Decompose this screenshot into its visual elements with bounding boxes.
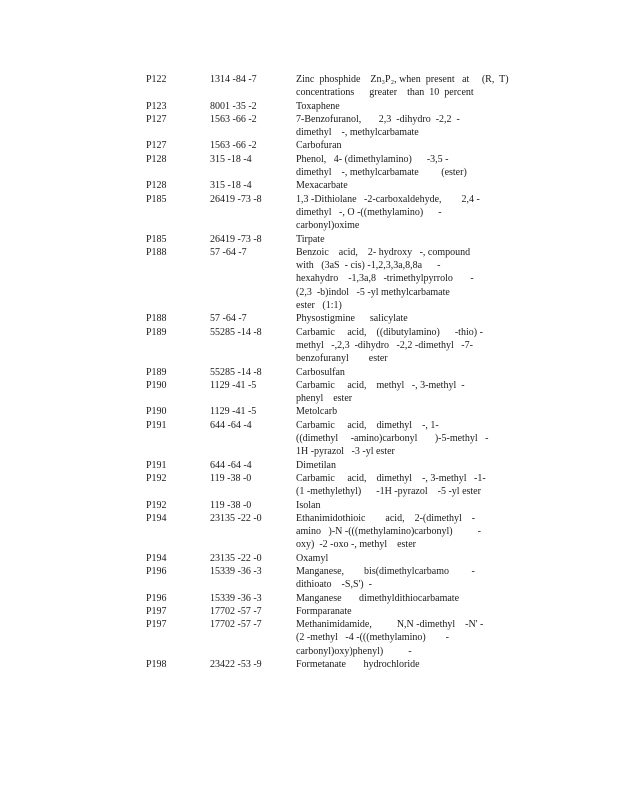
cas-number: 1129 -41 -5 (210, 406, 257, 418)
substance-name (296, 618, 526, 658)
cas-number: 315 -18 -4 (210, 153, 252, 165)
substance-name-line: amino )-N -(((methylamino)carbonyl) - (296, 526, 481, 538)
substance-name (296, 153, 526, 180)
hazardous-waste-code: P188 (146, 313, 167, 325)
substance-name-line: Tirpate (296, 233, 325, 245)
table-row (146, 179, 536, 192)
hazardous-waste-code: P127 (146, 113, 167, 125)
substance-name-line: with (3aS - cis) -1,2,3,3a,8,8a - (296, 260, 441, 272)
substance-name-line: Physostigmine salicylate (296, 313, 408, 325)
hazardous-waste-code: P128 (146, 153, 167, 165)
substance-name-line: phenyl ester (296, 393, 353, 405)
substance-name-line: Isolan (296, 499, 321, 511)
substance-name-line: ((dimethyl -amino)carbonyl )-5-methyl - (296, 433, 489, 445)
table-row (146, 472, 536, 499)
waste-code-table (146, 73, 536, 671)
table-row (146, 100, 536, 113)
hazardous-waste-code: P190 (146, 406, 167, 418)
cas-number: 1563 -66 -2 (210, 113, 257, 125)
hazardous-waste-code: P189 (146, 326, 167, 338)
substance-name-line: Formparanate (296, 605, 352, 617)
substance-name (296, 419, 526, 459)
hazardous-waste-code: P191 (146, 419, 167, 431)
table-row (146, 405, 536, 418)
hazardous-waste-code: P194 (146, 512, 167, 524)
substance-name (296, 565, 526, 592)
substance-name-line: Dimetilan (296, 459, 336, 471)
hazardous-waste-code: P189 (146, 366, 167, 378)
substance-name (296, 233, 526, 246)
hazardous-waste-code: P123 (146, 100, 167, 112)
cas-number: 8001 -35 -2 (210, 100, 257, 112)
substance-name (296, 658, 526, 671)
cas-number: 1314 -84 -7 (210, 74, 257, 85)
substance-name-line: (2 -methyl -4 -(((methylamino) - (296, 632, 450, 644)
substance-name-line: hexahydro -1,3a,8 -trimethylpyrrolo - (296, 273, 474, 285)
substance-name-line: Ethanimidothioic acid, 2-(dimethyl - (296, 512, 476, 524)
substance-name (296, 552, 526, 565)
substance-name (296, 366, 526, 379)
table-row (146, 605, 536, 618)
hazardous-waste-code: P190 (146, 379, 167, 391)
substance-name (296, 405, 526, 418)
cas-number: 15339 -36 -3 (210, 565, 262, 577)
substance-name-line: 1H -pyrazol -3 -yl ester (296, 446, 395, 458)
substance-name (296, 592, 526, 605)
substance-name-line: ester (1:1) (296, 300, 342, 312)
table-row (146, 552, 536, 565)
substance-name-line: Zinc phosphide Zn₃P₂, when present at (R, T) (296, 74, 509, 85)
substance-name (296, 246, 526, 312)
cas-number: 644 -64 -4 (210, 459, 252, 471)
cas-number: 26419 -73 -8 (210, 233, 262, 245)
hazardous-waste-code: P197 (146, 605, 167, 617)
substance-name (296, 499, 526, 512)
cas-number: 644 -64 -4 (210, 419, 252, 431)
substance-name-line: Manganese dimethyldithiocarbamate (296, 592, 460, 604)
hazardous-waste-code: P185 (146, 233, 167, 245)
table-row (146, 618, 536, 658)
table-row (146, 565, 536, 592)
substance-name-line: oxy) -2 -oxo -, methyl ester (296, 539, 416, 551)
hazardous-waste-code: P122 (146, 74, 167, 85)
substance-name-line: Phenol, 4- (dimethylamino) -3,5 - (296, 153, 449, 165)
substance-name-line: 1,3 -Dithiolane -2-carboxaldehyde, 2,4 - (296, 193, 480, 205)
substance-name-line: (2,3 -b)indol -5 -yl methylcarbamate (296, 286, 450, 298)
substance-name (296, 512, 526, 552)
hazardous-waste-code: P191 (146, 459, 167, 471)
substance-name-line: Manganese, bis(dimethylcarbamo - (296, 565, 475, 577)
cas-number: 26419 -73 -8 (210, 193, 262, 205)
substance-name-line: dimethyl -, methylcarbamate (296, 127, 419, 139)
substance-name-line: Mexacarbate (296, 180, 348, 192)
substance-name (296, 379, 526, 406)
substance-name-line: Carbamic acid, ((dibutylamino) -thio) - (296, 326, 483, 338)
table-row (146, 499, 536, 512)
substance-name (296, 179, 526, 192)
substance-name (296, 100, 526, 113)
substance-name (296, 113, 526, 140)
substance-name-line: carbonyl)oxy)phenyl) - (296, 645, 412, 657)
cas-number: 23422 -53 -9 (210, 659, 262, 671)
substance-name (296, 326, 526, 366)
cas-number: 57 -64 -7 (210, 313, 247, 325)
substance-name (296, 73, 526, 100)
table-row (146, 459, 536, 472)
table-row (146, 366, 536, 379)
cas-number: 57 -64 -7 (210, 246, 247, 258)
substance-name-line: Carbamic acid, dimethyl -, 3-methyl -1- (296, 472, 486, 484)
substance-name-line: Carbamic acid, dimethyl -, 1- (296, 419, 439, 431)
hazardous-waste-code: P192 (146, 499, 167, 511)
substance-name (296, 312, 526, 325)
substance-name-line: dimethyl -, O -((methylamino) - (296, 206, 442, 218)
cas-number: 119 -38 -0 (210, 499, 252, 511)
hazardous-waste-code: P194 (146, 552, 167, 564)
substance-name-line: concentrations greater than 10 percent (296, 87, 474, 99)
substance-name-line: benzofuranyl ester (296, 353, 388, 365)
cas-number: 17702 -57 -7 (210, 605, 262, 617)
hazardous-waste-code: P196 (146, 592, 167, 604)
hazardous-waste-code: P128 (146, 180, 167, 192)
cas-number: 55285 -14 -8 (210, 326, 262, 338)
cas-number: 23135 -22 -0 (210, 512, 262, 524)
table-row (146, 233, 536, 246)
substance-name-line: dithioato -S,S') - (296, 579, 372, 591)
substance-name (296, 193, 526, 233)
cas-number: 1129 -41 -5 (210, 379, 257, 391)
hazardous-waste-code: P198 (146, 659, 167, 671)
substance-name-line: methyl -,2,3 -dihydro -2,2 -dimethyl -7- (296, 339, 473, 351)
table-row (146, 419, 536, 459)
substance-name (296, 605, 526, 618)
substance-name-line: Carbosulfan (296, 366, 345, 378)
substance-name-line: Formetanate hydrochloride (296, 659, 420, 671)
substance-name-line: Toxaphene (296, 100, 340, 112)
hazardous-waste-code: P197 (146, 619, 167, 631)
table-row (146, 153, 536, 180)
table-row (146, 246, 536, 312)
substance-name-line: carbonyl)oxime (296, 220, 360, 232)
hazardous-waste-code: P127 (146, 140, 167, 152)
substance-name-line: (1 -methylethyl) -1H -pyrazol -5 -yl ester (296, 486, 481, 498)
table-row (146, 193, 536, 233)
table-row (146, 512, 536, 552)
hazardous-waste-code: P196 (146, 565, 167, 577)
cas-number: 23135 -22 -0 (210, 552, 262, 564)
cas-number: 119 -38 -0 (210, 472, 252, 484)
cas-number: 1563 -66 -2 (210, 140, 257, 152)
cas-number: 55285 -14 -8 (210, 366, 262, 378)
substance-name-line: Methanimidamide, N,N -dimethyl -N' - (296, 619, 484, 631)
hazardous-waste-code: P188 (146, 246, 167, 258)
substance-name-line: 7-Benzofuranol, 2,3 -dihydro -2,2 - (296, 113, 460, 125)
substance-name-line: dimethyl -, methylcarbamate (ester) (296, 167, 467, 179)
substance-name (296, 459, 526, 472)
table-row (146, 658, 536, 671)
substance-name-line: Carbamic acid, methyl -, 3-methyl - (296, 379, 465, 391)
substance-name-line: Carbofuran (296, 140, 342, 152)
table-row (146, 73, 536, 100)
substance-name-line: Metolcarb (296, 406, 338, 418)
cas-number: 315 -18 -4 (210, 180, 252, 192)
table-row (146, 113, 536, 140)
cas-number: 15339 -36 -3 (210, 592, 262, 604)
table-row (146, 379, 536, 406)
substance-name (296, 472, 526, 499)
table-row (146, 139, 536, 152)
table-row (146, 592, 536, 605)
substance-name-line: Benzoic acid, 2- hydroxy -, compound (296, 246, 471, 258)
hazardous-waste-code: P185 (146, 193, 167, 205)
hazardous-waste-code: P192 (146, 472, 167, 484)
substance-name (296, 139, 526, 152)
cas-number: 17702 -57 -7 (210, 619, 262, 631)
table-row (146, 326, 536, 366)
table-row (146, 312, 536, 325)
substance-name-line: Oxamyl (296, 552, 329, 564)
